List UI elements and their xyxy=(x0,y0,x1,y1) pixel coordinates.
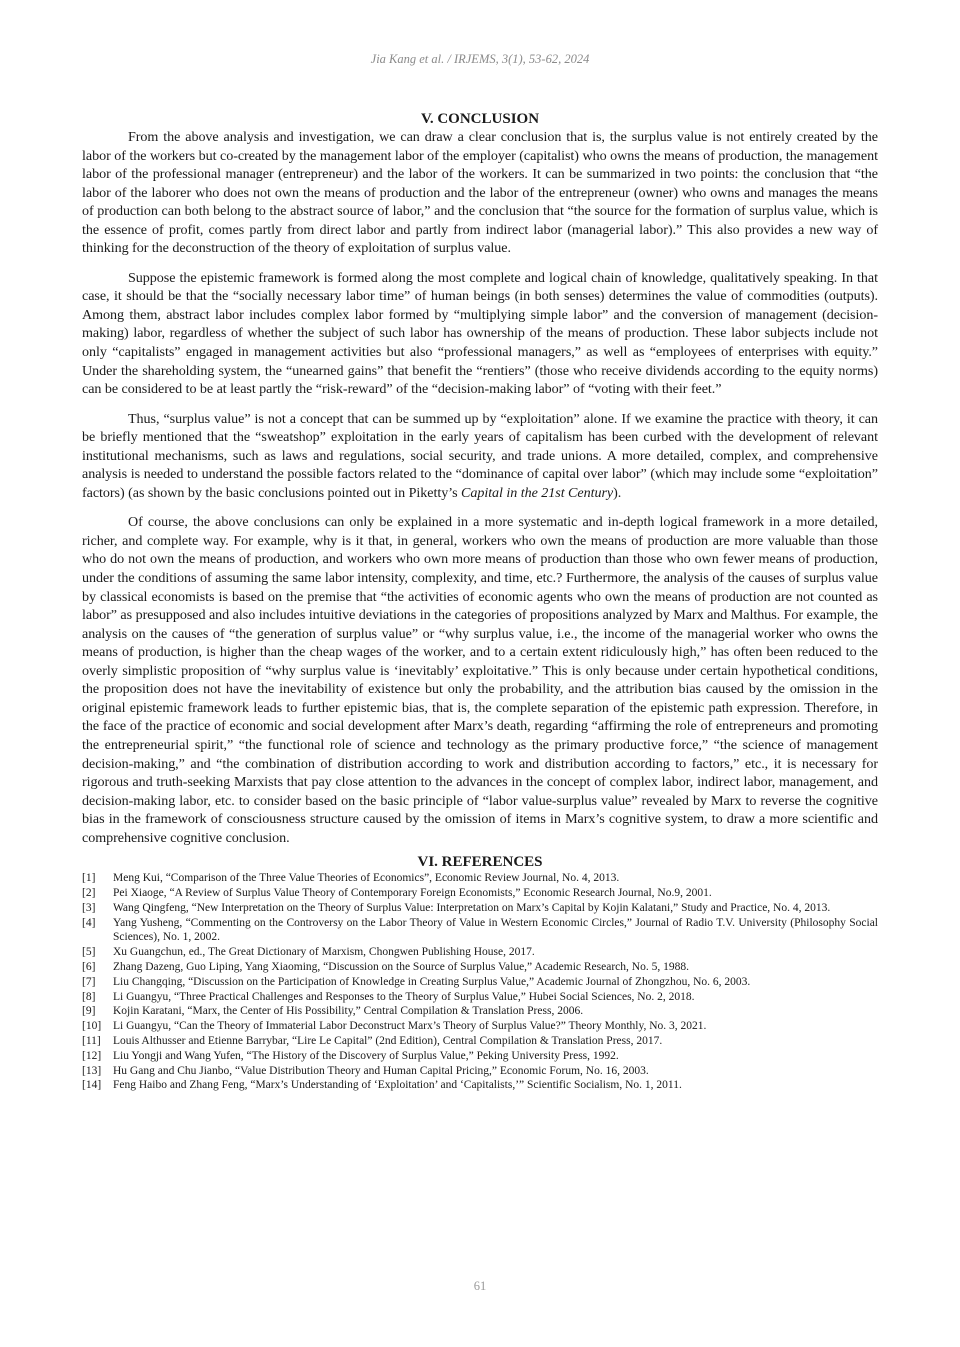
reference-item xyxy=(82,1034,878,1049)
reference-text: Xu Guangchun, ed., The Great Dictionary of Marxism, Chongwen Publishing House, 2017. xyxy=(113,946,535,959)
reference-number: [8] xyxy=(82,990,96,1003)
reference-text: Meng Kui, “Comparison of the Three Value Theories of Economics”, Economic Review Journal, No. 4, 2013. xyxy=(113,872,620,885)
conclusion-heading: V. CONCLUSION xyxy=(420,111,540,127)
reference-number: [7] xyxy=(82,975,96,988)
reference-list xyxy=(82,871,878,1093)
page-number: 61 xyxy=(473,1279,487,1293)
running-head: Jia Kang et al. / IRJEMS, 3(1), 53-62, 2024 xyxy=(370,52,590,66)
conclusion-paragraph-3 xyxy=(82,410,878,503)
reference-text: Yang Yusheng, “Commenting on the Controversy on the Labor Theory of Value in Western Economic Circles,” Journal of Radio T.V. University (Philosophy Social Sciences), No. 1, 2002. xyxy=(113,916,878,944)
reference-item xyxy=(82,1004,878,1019)
reference-item xyxy=(82,990,878,1005)
reference-number: [5] xyxy=(82,946,96,959)
page-content xyxy=(82,110,878,1093)
paragraph-3-closing: ). xyxy=(613,484,622,501)
reference-text: Kojin Karatani, “Marx, the Center of His Possibility,” Central Compilation & Translation Press, 2006. xyxy=(113,1005,584,1018)
conclusion-paragraph-2: Suppose the epistemic framework is formed along the most complete and logical chain of knowledge, qualitatively speaking. In that case, it should be that the “socially necessary labor time” of human beings (in both senses) determines the value of commodities (outputs). Among them, abstract labor includes complex labor formed by “multiplying simple labor” and the conversion of management (decision-making) labor, regardless of whether the subject of such labor has ownership of the means of production. These labor subjects include not only “capitalists” engaged in management activities but also “professional managers,” as well as “employees of enterprises with equity.” Under the shareholding system, the “unearned gains” that benefit the “rentiers” (those who receive dividends according to the equity norms) can be considered to be at least partly the “risk-reward” of the “decision-making labor” of “voting with their feet.” xyxy=(82,269,878,398)
reference-item xyxy=(82,1019,878,1034)
reference-item xyxy=(82,916,878,946)
paragraph-3-text: Thus, “surplus value” is not a concept that can be summed up by “exploitation” alone. If we examine the practice with theory, it can be briefly mentioned that the “sweatshop” exploitation in the early years of capitalism has been curbed with the development of relevant institutional mechanisms, such as laws and regulations, social security, and trade unions. A more detailed, complex, and comprehensive analysis is needed to understand the possible factors related to the “dominance of capital over labor” (which may include some “exploitation” factors) (as shown by the basic conclusions pointed out in Piketty’s xyxy=(82,410,878,501)
reference-text: Zhang Dazeng, Guo Liping, Yang Xiaoming, “Discussion on the Source of Surplus Value,” Academic Research, No. 5, 1988. xyxy=(113,961,689,974)
reference-number: [9] xyxy=(82,1005,96,1018)
reference-number: [11] xyxy=(82,1035,101,1047)
reference-item xyxy=(82,1049,878,1064)
reference-item xyxy=(82,1064,878,1079)
reference-text: Liu Changqing, “Discussion on the Participation of Knowledge in Creating Surplus Value,” Academic Journal of Zhongzhou, No. 6, 2003. xyxy=(113,975,751,988)
reference-item xyxy=(82,1078,878,1093)
reference-item xyxy=(82,886,878,901)
references-heading: VI. REFERENCES xyxy=(417,854,543,871)
reference-number: [2] xyxy=(82,887,96,900)
reference-number: [3] xyxy=(82,901,96,914)
reference-text: Li Guangyu, “Can the Theory of Immaterial Labor Deconstruct Marx’s Theory of Surplus Value?” Theory Monthly, No. 3, 2021. xyxy=(113,1020,707,1033)
reference-text: Liu Yongji and Wang Yufen, “The History of the Discovery of Surplus Value,” Peking University Press, 1992. xyxy=(113,1049,619,1062)
reference-number: [1] xyxy=(82,872,96,885)
reference-text: Feng Haibo and Zhang Feng, “Marx’s Understanding of ‘Exploitation’ and ‘Capitalists,’” Scientific Socialism, No. 1, 2011. xyxy=(113,1079,682,1092)
reference-number: [13] xyxy=(82,1064,102,1077)
reference-number: [10] xyxy=(82,1020,102,1033)
reference-number: [14] xyxy=(82,1079,102,1092)
reference-item xyxy=(82,960,878,975)
reference-number: [6] xyxy=(82,961,96,974)
reference-text: Pei Xiaoge, “A Review of Surplus Value Theory of Contemporary Foreign Economists,” Economic Research Journal, No.9, 2001. xyxy=(113,887,712,900)
reference-item xyxy=(82,901,878,916)
reference-item xyxy=(82,871,878,886)
book-title-italic: Capital in the 21st Century xyxy=(460,484,614,501)
reference-number: [12] xyxy=(82,1049,102,1062)
reference-text: Hu Gang and Chu Jianbo, “Value Distribution Theory and Human Capital Pricing,” Economic Forum, No. 16, 2003. xyxy=(113,1064,649,1077)
reference-item xyxy=(82,945,878,960)
reference-number: [4] xyxy=(82,916,96,929)
reference-text: Li Guangyu, “Three Practical Challenges and Responses to the Theory of Surplus Value,” Hubei Social Sciences, No. 2, 2018. xyxy=(113,990,695,1003)
reference-text: Wang Qingfeng, “New Interpretation on the Theory of Surplus Value: Interpretation on Marx’s Capital by Kojin Kalatani,” Study and Practice, No. 4, 2013. xyxy=(113,901,831,914)
conclusion-paragraph-1: From the above analysis and investigation, we can draw a clear conclusion that is, the surplus value is not entirely created by the labor of the workers but co-created by the management labor of the employer (capitalist) who owns the means of production, the management labor of the professional manager (entrepreneur) and the labor of the workers. It can be summarized in two points: the conclusion that “the labor of the laborer who does not own the means of production and the labor of the entrepreneur (owner) who owns and manages the means of production can both belong to the abstract source of labor,” and the conclusion that “the source for the formation of surplus value, which is the essence of profit, comes partly from direct labor and partly from indirect labor (managerial labor).” This also provides a new way of thinking for the deconstruction of the theory of exploitation of surplus value. xyxy=(82,129,878,257)
reference-item xyxy=(82,975,878,990)
conclusion-paragraph-4: Of course, the above conclusions can only be explained in a more systematic and in-depth logical framework in a more detailed, richer, and complete way. For example, why is it that, in general, workers who own the means of production are more valuable than those who do not own the means of production, and workers who own more means of production than those who own fewer means of production, under the conditions of assuming the same labor intensity, complexity, and time, etc.? Furthermore, the analysis of the causes of surplus value by classical economists is based on the premise that “the activities of economic agents who own the means of production are not counted as labor” as presupposed and also includes intuitive deviations in the categories of propositions analyzed by Marx and Malthus. For example, the analysis on the causes of “the generation of surplus value” or “why surplus value, i.e., the income of the managerial worker who owns the means of production, is higher than the cheap wages of the worker, and to a certain extent ridiculously high,” has often been reduced to the overly simplistic proposition of “why surplus value is ‘inevitably’ exploitative.” This is only because under certain hypothetical conditions, the proposition does not have the inevitability of existence but only the probability, and the attribution bias caused by the omission in the original epistemic framework leads to further epistemic bias, that is, the complete separation of the epistemic path expression. Therefore, in the face of the practice of economic and social development after Marx’s death, regarding “affirming the role of entrepreneurs and promoting the entrepreneurial spirit,” “the functional role of science and technology as the primary productive force,” “the science of management decision-making,” and “the combination of distribution according to work and distribution according to factors,” etc., it is necessary for rigorous and truth-seeking Marxists that pay close attention to the advances in the concept of complex labor, indirect labor, management, and decision-making labor, etc. to consider based on the basic principle of “labor value-surplus value” revealed by Marx to reverse the cognitive bias in the framework of consciousness structure caused by the omission of items in Marx’s cognitive system, to draw a more scientific and comprehensive cognitive conclusion. xyxy=(82,514,878,846)
reference-text: Louis Althusser and Etienne Barrybar, “Lire Le Capital” (2nd Edition), Central Compilation & Translation Press, 2017. xyxy=(113,1035,663,1047)
